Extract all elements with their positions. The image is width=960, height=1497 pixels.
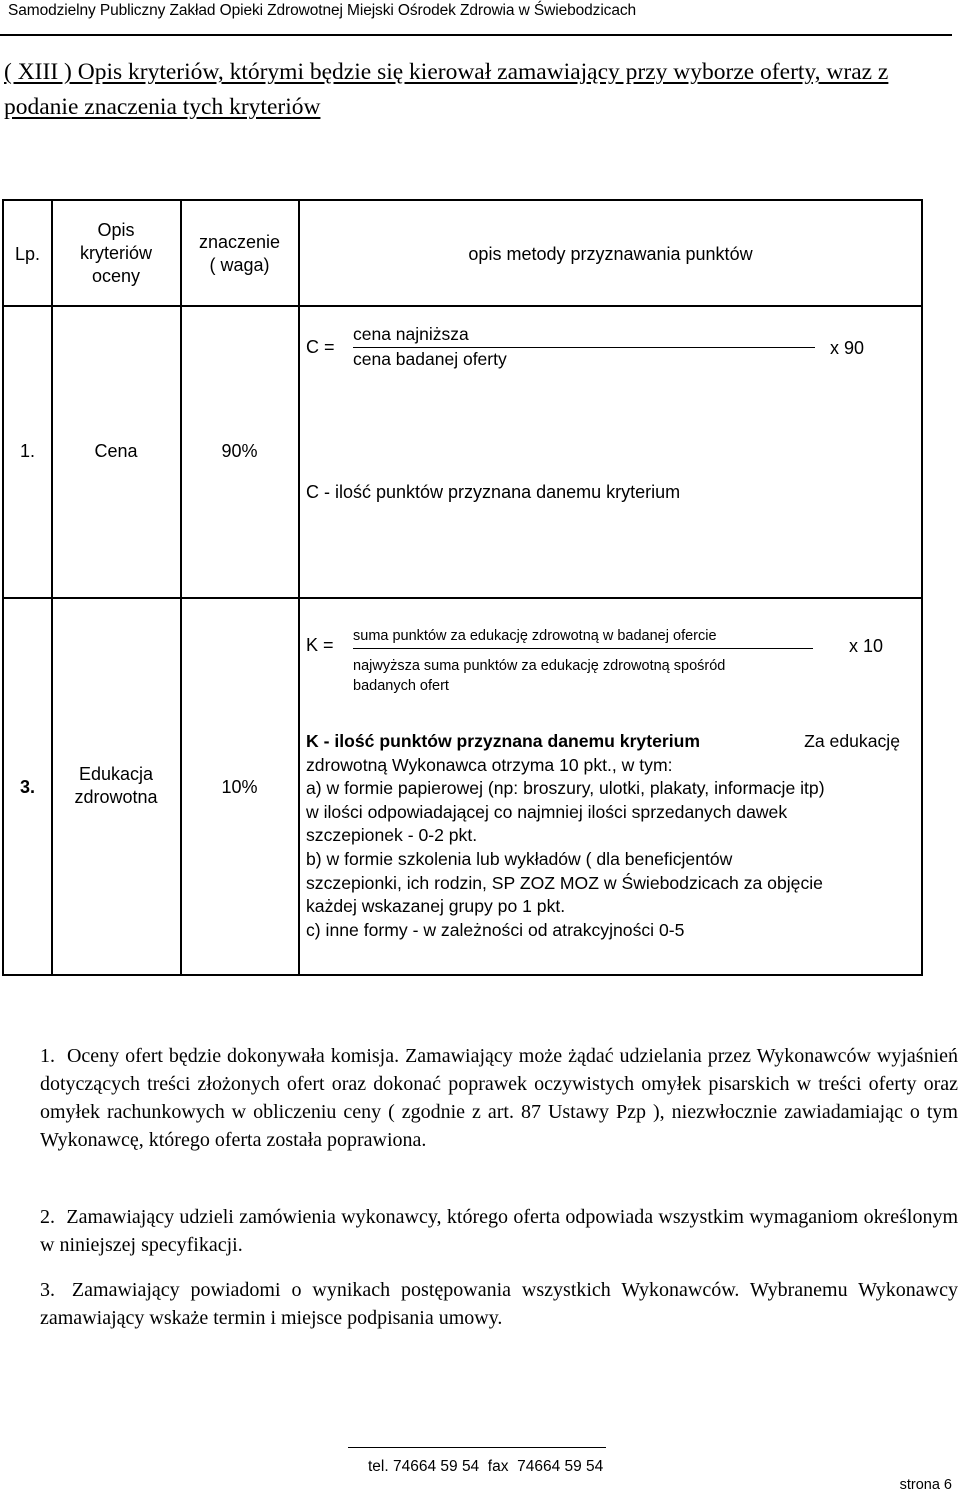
- education-fraction-bar: [353, 648, 813, 649]
- row1-weight: 90%: [221, 441, 258, 461]
- price-fraction-bar: [353, 347, 815, 348]
- table-border-bottom: [2, 974, 923, 976]
- row2-criterion-name: [52, 763, 180, 809]
- header-weight-line: ( waga): [209, 255, 270, 275]
- column-divider: [298, 199, 300, 976]
- list-item-text: Oceny ofert będzie dokonywała komisja. Zamawiający może żądać udzielania przez Wykonawców wyjaśnień dotyczących treści złożonych ofert oraz dokonać poprawek oczywistych omyłek pisarskich w treści oferty oraz omyłek rachunkowych w obliczeniu ceny ( zgodnie z art. 87 Ustawy Pzp ), niezwłocznie zawiadamiając o tym Wykonawcę, którego oferta została poprawiona.: [40, 1045, 958, 1151]
- list-item: [40, 1276, 958, 1332]
- list-item-number: 2.: [40, 1206, 55, 1228]
- education-formula-lhs: K =: [306, 635, 334, 655]
- row2-name-line: Edukacja: [78, 764, 154, 784]
- price-formula-multiplier: x 90: [830, 338, 865, 358]
- row2-weight: 10%: [221, 777, 258, 797]
- education-explanation-text: Za edukację: [804, 731, 900, 751]
- price-formula-numerator: cena najniższa: [353, 324, 469, 344]
- header-criteria: [52, 219, 180, 288]
- education-explanation-line: zdrowotną Wykonawca otrzyma 10 pkt., w tym:: [306, 754, 673, 775]
- price-formula-lhs: C =: [306, 337, 335, 357]
- row2-name-line: zdrowotna: [74, 787, 158, 807]
- footer-divider: [348, 1447, 606, 1448]
- header-weight: [181, 231, 298, 277]
- header-lp: Lp.: [14, 244, 41, 264]
- row-divider: [2, 597, 923, 599]
- table-border-top: [2, 199, 923, 201]
- education-explanation-line: każdej wskazanej grupy po 1 pkt.: [306, 896, 566, 917]
- education-denominator-line: badanych ofert: [353, 678, 449, 694]
- row1-lp: 1.: [19, 441, 35, 461]
- education-explanation-line: b) w formie szkolenia lub wykładów ( dla beneficjentów: [306, 848, 733, 869]
- price-explanation: C - ilość punktów przyznana danemu kryterium: [306, 482, 681, 502]
- list-item: [40, 1203, 958, 1259]
- table-border-left: [2, 199, 4, 976]
- column-divider: [180, 199, 182, 976]
- table-border-right: [921, 199, 923, 976]
- section-title: ( XIII ) Opis kryteriów, którymi będzie się kierował zamawiający przy wyborze oferty, wraz z podanie znaczenia tych kryteriów: [4, 59, 889, 120]
- row1-criterion-name: Cena: [94, 441, 138, 461]
- row2-lp: 3.: [19, 777, 35, 797]
- price-formula-denominator: cena badanej oferty: [353, 349, 507, 369]
- header-criteria-line: oceny: [91, 266, 141, 286]
- row-divider: [2, 305, 923, 307]
- list-item-text: Zamawiający powiadomi o wynikach postępowania wszystkich Wykonawców. Wybranemu Wykonawcy zamawiający wskaże termin i miejsce podpisania umowy.: [40, 1279, 959, 1329]
- header-divider: [0, 34, 952, 36]
- education-explanation-line: c) inne formy - w zależności od atrakcyjności 0-5: [306, 919, 685, 940]
- header-method: opis metody przyznawania punktów: [468, 244, 753, 264]
- header-weight-line: znaczenie: [198, 232, 281, 252]
- column-divider: [51, 199, 53, 976]
- page-number: strona 6: [899, 1477, 952, 1493]
- education-explanation-line: szczepionek - 0-2 pkt.: [306, 825, 478, 846]
- education-explanation: [306, 730, 916, 942]
- education-explanation-line: w ilości odpowiadającej co najmniej ilości sprzedanych dawek: [306, 801, 788, 822]
- list-item: [40, 1042, 958, 1154]
- education-explanation-line: [306, 730, 900, 754]
- education-explanation-heading: K - ilość punktów przyznana danemu kryterium: [306, 731, 700, 751]
- footer-contact: tel. 74664 59 54 fax 74664 59 54: [368, 1458, 604, 1475]
- education-formula-numerator: suma punktów za edukację zdrowotną w badanej ofercie: [353, 628, 717, 644]
- list-item-text: Zamawiający udzieli zamówienia wykonawcy, którego oferta odpowiada wszystkim wymaganiom określonym w niniejszej specyfikacji.: [40, 1206, 959, 1256]
- header-criteria-line: kryteriów: [79, 243, 152, 263]
- institution-header: Samodzielny Publiczny Zakład Opieki Zdrowotnej Miejski Ośrodek Zdrowia w Świebodzicach: [8, 2, 637, 19]
- education-denominator-line: najwyższa suma punktów za edukację zdrowotną spośród: [353, 658, 726, 674]
- list-item-number: 1.: [40, 1045, 55, 1067]
- education-formula-multiplier: x 10: [849, 636, 884, 656]
- header-criteria-line: Opis: [97, 220, 135, 240]
- list-item-number: 3.: [40, 1279, 55, 1301]
- education-explanation-line: szczepionki, ich rodzin, SP ZOZ MOZ w Świebodzicach za objęcie: [306, 872, 823, 893]
- education-explanation-line: a) w formie papierowej (np: broszury, ulotki, plakaty, informacje itp): [306, 778, 825, 799]
- education-formula-denominator: [353, 656, 725, 696]
